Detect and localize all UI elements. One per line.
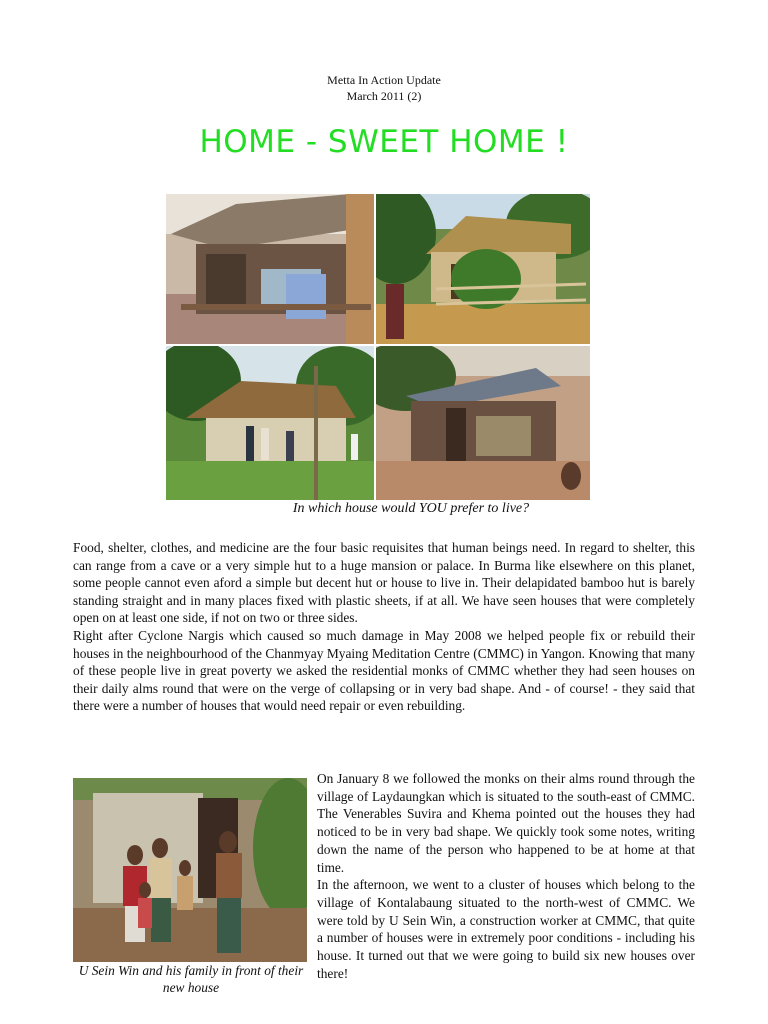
house-photo-grid	[166, 194, 590, 500]
photo-grid-caption: In which house would YOU prefer to live?	[292, 501, 530, 516]
paragraph-kontalabaung: In the afternoon, we went to a cluster of houses which belong to the village of Kontalabaung situated to the north-west of CMMC. We were told by U Sein Win, a construction worker at CMMC, that quite a number of houses were in extremely poor conditions - including his house. It turned out that we were going to build six new houses over there!	[317, 877, 695, 981]
paragraph-basic-requisites: Food, shelter, clothes, and medicine are the four basic requisites that human beings need. In regard to shelter, this can range from a cave or a very simple hut to a huge mansion or palace. In Burma like elsewhere on this planet, some people cannot even aford a simple but decent hut or house to live in. Their delapidated bamboo hut is barely standing straight and in many places fixed with plastic sheets, if at all. We have seen houses that were completely open on at least one side, if not on two or three sides.	[73, 540, 695, 626]
page-title: HOME - SWEET HOME !	[199, 124, 569, 160]
photo-tin-roof-house	[376, 346, 590, 500]
document-header	[0, 72, 768, 104]
photo-new-house-with-people	[166, 346, 374, 500]
photo-family-in-front-of-house	[73, 778, 307, 962]
intro-text	[73, 539, 695, 715]
photo-dilapidated-hut	[166, 194, 374, 344]
issue-date: March 2011 (2)	[346, 89, 422, 103]
paragraph-cyclone-nargis: Right after Cyclone Nargis which caused so much damage in May 2008 we helped people fix or rebuild their houses in the neighbourhood of the Chanmyay Myaing Meditation Centre (CMMC) in Yangon. Knowing that many of these people live in great poverty we asked the residential monks of CMMC whether they had seen houses on their daily alms round that were on the verge of collapsing or in very bad shape. And - of course! - they said that there were a number of houses that would need repair or even rebuilding.	[73, 627, 695, 714]
family-photo-caption: U Sein Win and his family in front of their new house	[78, 963, 304, 995]
paragraph-laydaungkan: On January 8 we followed the monks on their alms round through the village of Laydaungkan which is situated to the south-east of CMMC. The Venerables Suvira and Khema pointed out the houses they had noticed to be in very bad shape. We quickly took some notes, writing down the name of the person who happened to be at home at that time.	[317, 771, 695, 875]
photo-thatched-hut-garden	[376, 194, 590, 344]
newsletter-name: Metta In Action Update	[327, 73, 441, 87]
alms-round-text	[317, 770, 695, 982]
